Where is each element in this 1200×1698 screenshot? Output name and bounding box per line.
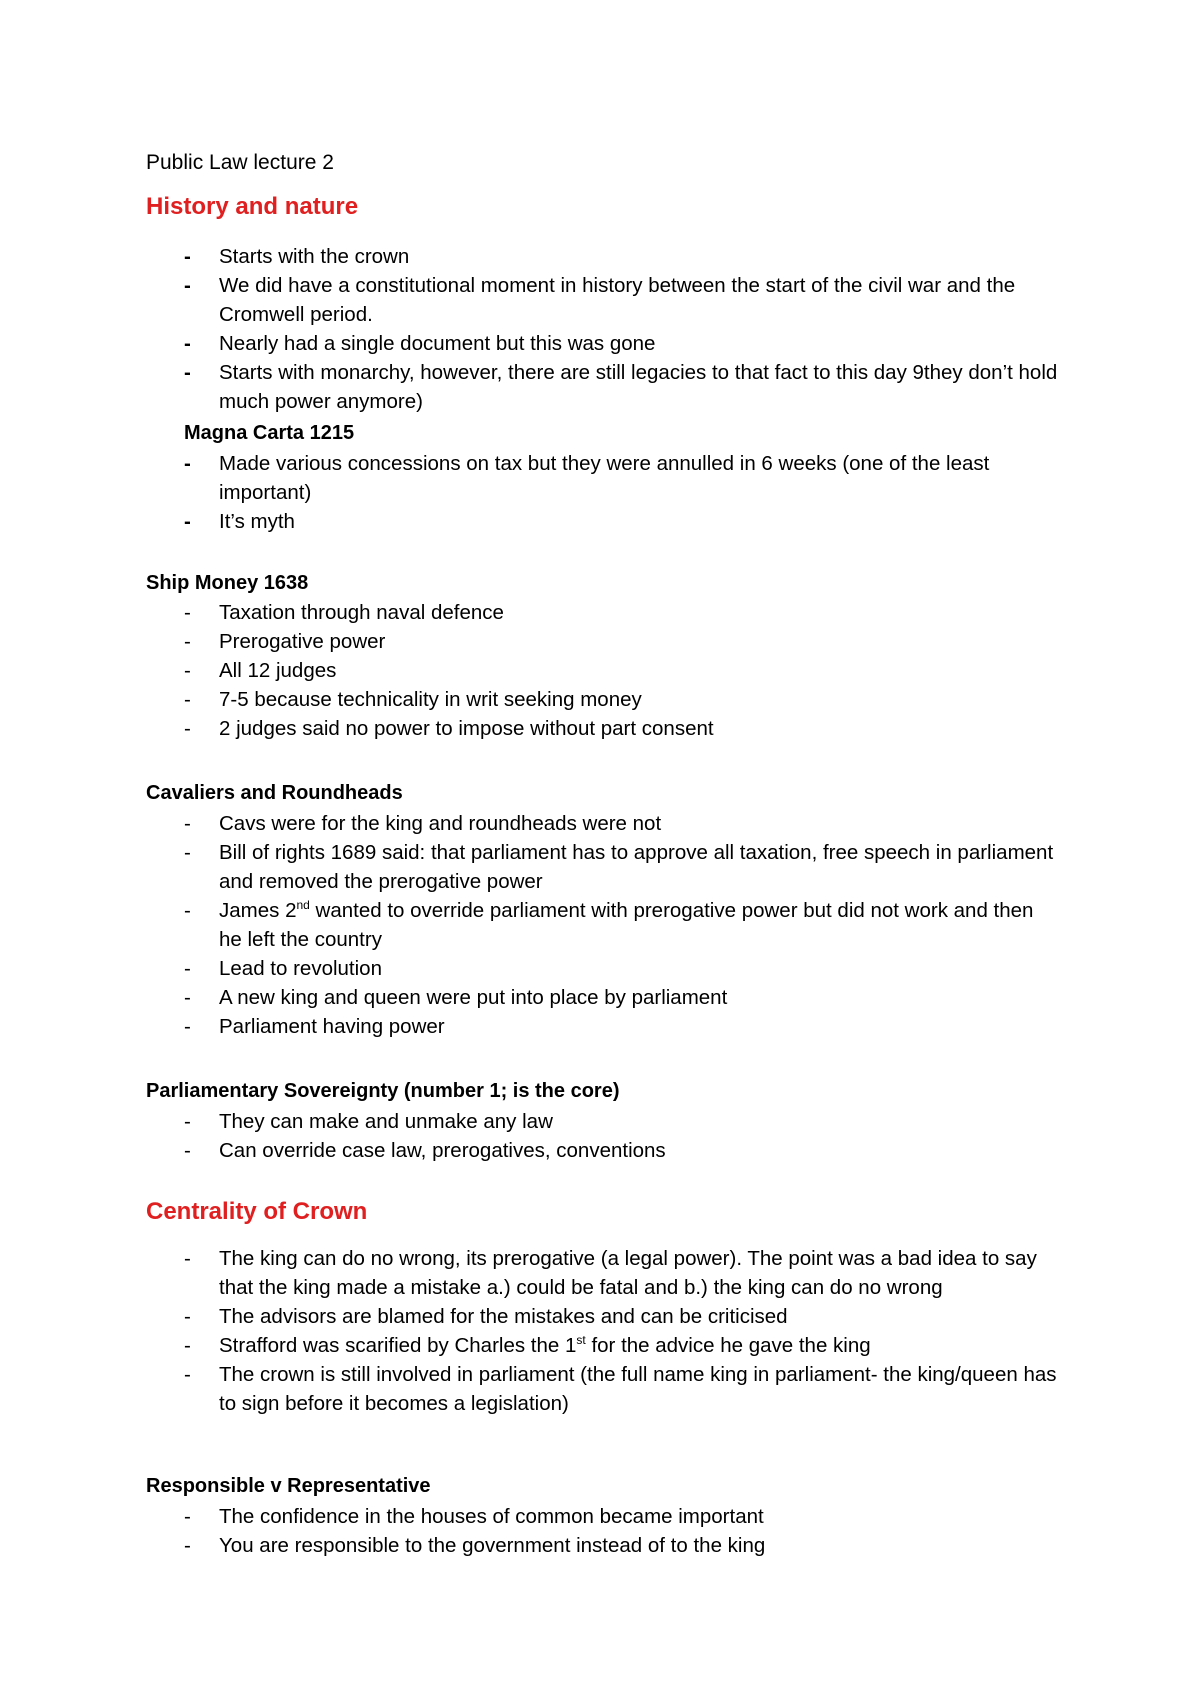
list-item-text: James 2: [219, 899, 297, 922]
heading-responsible: Responsible v Representative: [146, 1475, 431, 1497]
list-item-text: A new king and queen were put into place by parliament: [219, 986, 728, 1009]
list-item: [0, 983, 1059, 1012]
bullet-dash: -: [184, 1363, 191, 1386]
list-item-text: All 12 judges: [219, 659, 337, 682]
list-item-text: The advisors are blamed for the mistakes and can be criticised: [219, 1305, 788, 1328]
bullet-dash: -: [184, 361, 191, 384]
sovereignty-list: [0, 1107, 1059, 1165]
list-item: [0, 329, 1059, 358]
list-item: [0, 449, 1059, 507]
cavaliers-list: [0, 809, 1059, 1041]
document-title: Public Law lecture 2: [146, 151, 334, 174]
section-heading-crown: Centrality of Crown: [146, 1198, 368, 1225]
ship-money-list: [0, 598, 1059, 743]
list-item-text: You are responsible to the government instead of to the king: [219, 1534, 766, 1557]
bullet-dash: -: [184, 717, 191, 740]
list-item: [0, 271, 1059, 329]
list-item-text: The confidence in the houses of common became important: [219, 1505, 764, 1528]
bullet-dash: -: [184, 601, 191, 624]
bullet-dash: -: [184, 332, 191, 355]
list-item: [0, 1244, 1059, 1302]
list-item-text: Prerogative power: [219, 630, 386, 653]
list-item-text: Nearly had a single document but this was gone: [219, 332, 656, 355]
heading-cavaliers: Cavaliers and Roundheads: [146, 782, 403, 804]
bullet-dash: -: [184, 1247, 191, 1270]
list-item: [0, 1360, 1059, 1418]
list-item-text: Can override case law, prerogatives, conventions: [219, 1139, 666, 1162]
list-item: [0, 838, 1059, 896]
magna-carta-list: [0, 449, 1059, 536]
list-item-text: Parliament having power: [219, 1015, 445, 1038]
list-item-text: for the advice he gave the king: [585, 1334, 871, 1357]
list-item: [0, 242, 1059, 271]
list-item: [0, 1107, 1059, 1136]
bullet-dash: -: [184, 957, 191, 980]
responsible-list: [0, 1502, 1059, 1560]
list-item-text: Strafford was scarified by Charles the 1: [219, 1334, 577, 1357]
bullet-dash: -: [184, 1110, 191, 1133]
list-item: [0, 1531, 1059, 1560]
bullet-dash: -: [184, 1015, 191, 1038]
list-item: [0, 1012, 1059, 1041]
list-item-text: 7-5 because technicality in writ seeking money: [219, 688, 642, 711]
superscript: st: [576, 1333, 586, 1348]
list-item: [0, 656, 1059, 685]
bullet-dash: -: [184, 1334, 191, 1357]
bullet-dash: -: [184, 899, 191, 922]
bullet-dash: -: [184, 452, 191, 475]
superscript: nd: [296, 898, 310, 913]
list-item: [0, 714, 1059, 743]
bullet-dash: -: [184, 245, 191, 268]
heading-ship-money: Ship Money 1638: [146, 572, 309, 594]
bullet-dash: -: [184, 1305, 191, 1328]
heading-sovereignty: Parliamentary Sovereignty (number 1; is the core): [146, 1080, 620, 1102]
list-item-text: Made various concessions on tax but they were annulled in 6 weeks (one of the least important): [219, 452, 990, 504]
bullet-dash: -: [184, 986, 191, 1009]
list-item-text: 2 judges said no power to impose without part consent: [219, 717, 714, 740]
list-item: [0, 1502, 1059, 1531]
list-item: [0, 1302, 1059, 1331]
bullet-dash: -: [184, 510, 191, 533]
list-item: [0, 598, 1059, 627]
bullet-dash: -: [184, 688, 191, 711]
list-item: [0, 809, 1059, 838]
bullet-dash: -: [184, 274, 191, 297]
list-item-text: They can make and unmake any law: [219, 1110, 553, 1133]
bullet-dash: -: [184, 1139, 191, 1162]
bullet-dash: -: [184, 812, 191, 835]
bullet-dash: -: [184, 841, 191, 864]
list-item-text: It’s myth: [219, 510, 295, 533]
list-item-text: The king can do no wrong, its prerogative (a legal power). The point was a bad idea to say that the king made a mistake a.) could be fatal and b.) the king can do no wrong: [219, 1247, 1037, 1299]
list-item: [0, 685, 1059, 714]
crown-list: [0, 1244, 1059, 1418]
list-item-text: We did have a constitutional moment in history between the start of the civil war and the Cromwell period.: [219, 274, 1016, 326]
list-item: [0, 1136, 1059, 1165]
subheading-magna-carta: Magna Carta 1215: [184, 422, 355, 444]
section-heading-history: History and nature: [146, 193, 359, 220]
list-item: [0, 358, 1059, 416]
list-item: [0, 954, 1059, 983]
list-item: [0, 896, 1059, 954]
bullet-dash: -: [184, 1505, 191, 1528]
history-list: [0, 242, 1059, 416]
list-item-text: Bill of rights 1689 said: that parliament has to approve all taxation, free speech in parliament and removed the prerogative power: [219, 841, 1054, 893]
list-item-text: Starts with the crown: [219, 245, 410, 268]
list-item-text: wanted to override parliament with prerogative power but did not work and then he left the country: [219, 899, 1034, 951]
list-item-text: Lead to revolution: [219, 957, 382, 980]
list-item-text: Cavs were for the king and roundheads were not: [219, 812, 662, 835]
list-item-text: The crown is still involved in parliament (the full name king in parliament- the king/queen has to sign before it becomes a legislation): [219, 1363, 1057, 1415]
list-item: [0, 507, 1059, 536]
bullet-dash: -: [184, 630, 191, 653]
list-item: [0, 1331, 1059, 1360]
list-item-text: Starts with monarchy, however, there are still legacies to that fact to this day 9they don’t hold much power anymore): [219, 361, 1058, 413]
list-item: [0, 627, 1059, 656]
bullet-dash: -: [184, 1534, 191, 1557]
list-item-text: Taxation through naval defence: [219, 601, 504, 624]
bullet-dash: -: [184, 659, 191, 682]
